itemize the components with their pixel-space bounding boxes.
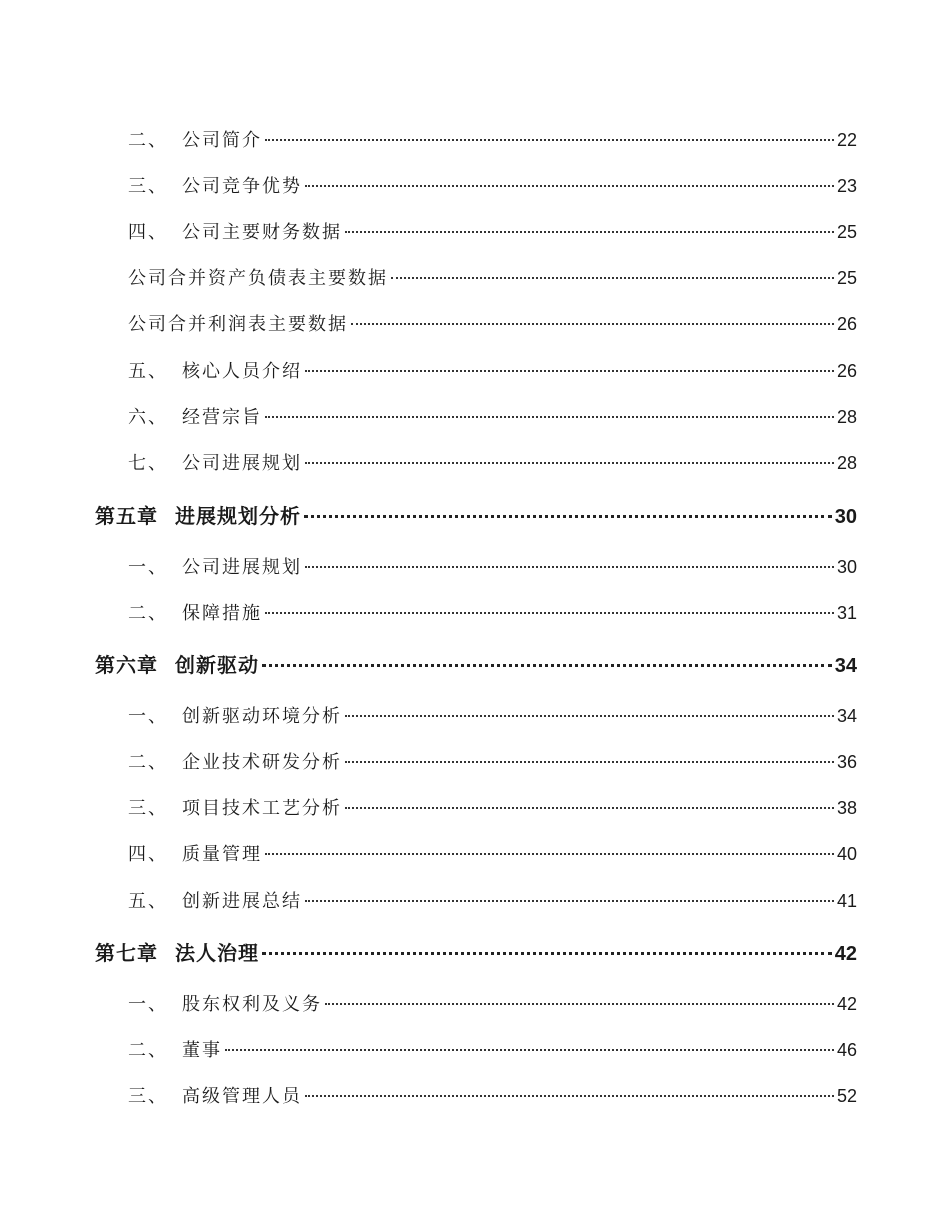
toc-entry-number: 五、 (128, 361, 168, 382)
toc-entry[interactable] (0, 218, 950, 244)
toc-entry[interactable] (0, 1036, 950, 1062)
dot-leader (345, 807, 834, 809)
toc-entry-page: 52 (836, 1086, 857, 1106)
toc-chapter-title: 进展规划分析 (175, 504, 301, 528)
dot-leader (304, 515, 832, 518)
toc-entry-number: 二、 (128, 130, 168, 151)
toc-entry[interactable] (0, 357, 950, 383)
toc-entry-title: 创新进展总结 (182, 891, 302, 912)
toc-entry[interactable] (0, 840, 950, 866)
dot-leader (305, 1095, 834, 1097)
toc-entry-page: 36 (836, 752, 857, 772)
dot-leader (345, 715, 834, 717)
dot-leader (345, 761, 834, 763)
toc-entry-number: 一、 (128, 706, 168, 727)
toc-entry[interactable] (0, 794, 950, 820)
toc-entry-title: 公司主要财务数据 (182, 222, 342, 243)
toc-entry[interactable] (0, 702, 950, 728)
toc-entry-title: 核心人员介绍 (182, 361, 302, 382)
toc-entry-page: 40 (836, 844, 857, 864)
toc-chapter-number: 第七章 (95, 941, 158, 965)
dot-leader (305, 185, 834, 187)
toc-entry-title: 公司竞争优势 (182, 176, 302, 197)
toc-entry[interactable] (0, 264, 950, 290)
toc-entry-page: 34 (836, 706, 857, 726)
toc-entry-title: 公司合并利润表主要数据 (128, 314, 348, 335)
toc-entry[interactable] (0, 990, 950, 1016)
toc-entry-number: 二、 (128, 1040, 168, 1061)
toc-entry-title: 项目技术工艺分析 (182, 798, 342, 819)
toc-entry-number: 四、 (128, 222, 168, 243)
toc-entry-number: 一、 (128, 994, 168, 1015)
toc-entry-number: 三、 (128, 176, 168, 197)
toc-entry-page: 46 (836, 1040, 857, 1060)
toc-entry-page: 41 (836, 891, 857, 911)
toc-entry-page: 26 (836, 361, 857, 381)
toc-entry-page: 28 (836, 407, 857, 427)
toc-entry-number: 四、 (128, 844, 168, 865)
toc-entry-page: 25 (836, 268, 857, 288)
toc-chapter-entry[interactable] (0, 500, 950, 529)
toc-entry-page: 30 (836, 557, 857, 577)
dot-leader (305, 370, 834, 372)
toc-entry-number: 五、 (128, 891, 168, 912)
toc-entry-title: 股东权利及义务 (182, 994, 322, 1015)
toc-entry-page: 23 (836, 176, 857, 196)
toc-entry-page: 26 (836, 314, 857, 334)
toc-entry-number: 二、 (128, 603, 168, 624)
toc-entry[interactable] (0, 1082, 950, 1108)
dot-leader (305, 900, 834, 902)
toc-entry[interactable] (0, 599, 950, 625)
toc-entry-title: 公司进展规划 (182, 557, 302, 578)
dot-leader (305, 566, 834, 568)
toc-entry-title: 企业技术研发分析 (182, 752, 342, 773)
toc-chapter-title: 法人治理 (175, 941, 259, 965)
toc-entry[interactable] (0, 172, 950, 198)
toc-entry-page: 31 (836, 603, 857, 623)
toc-entry-number: 三、 (128, 798, 168, 819)
toc-chapter-title: 创新驱动 (175, 653, 259, 677)
toc-entry-page: 42 (834, 943, 857, 965)
toc-entry-page: 25 (836, 222, 857, 242)
dot-leader (391, 277, 834, 279)
toc-entry-title: 公司进展规划 (182, 453, 302, 474)
toc-entry[interactable] (0, 310, 950, 336)
toc-entry[interactable] (0, 403, 950, 429)
toc-entry-number: 七、 (128, 453, 168, 474)
toc-entry[interactable] (0, 887, 950, 913)
dot-leader (262, 952, 832, 955)
toc-entry[interactable] (0, 553, 950, 579)
toc-chapter-entry[interactable] (0, 937, 950, 966)
toc-entry-title: 创新驱动环境分析 (182, 706, 342, 727)
dot-leader (265, 416, 834, 418)
toc-chapter-number: 第五章 (95, 504, 158, 528)
toc-entry-page: 34 (834, 655, 857, 677)
toc-entry[interactable] (0, 126, 950, 152)
toc-entry-title: 高级管理人员 (182, 1086, 302, 1107)
dot-leader (351, 323, 834, 325)
toc-entry-title: 质量管理 (182, 844, 262, 865)
toc-entry-number: 三、 (128, 1086, 168, 1107)
toc-entry-page: 22 (836, 130, 857, 150)
toc-entry-title: 经营宗旨 (182, 407, 262, 428)
toc-entry-title: 保障措施 (182, 603, 262, 624)
toc-entry-number: 二、 (128, 752, 168, 773)
toc-entry-title: 公司合并资产负债表主要数据 (128, 268, 388, 289)
dot-leader (325, 1003, 834, 1005)
toc-entry-page: 42 (836, 994, 857, 1014)
toc-chapter-number: 第六章 (95, 653, 158, 677)
dot-leader (225, 1049, 834, 1051)
toc-entry[interactable] (0, 748, 950, 774)
toc-entry-title: 董事 (182, 1040, 222, 1061)
dot-leader (265, 139, 834, 141)
toc-entry-title: 公司简介 (182, 130, 262, 151)
dot-leader (262, 664, 832, 667)
dot-leader (265, 853, 834, 855)
dot-leader (265, 612, 834, 614)
dot-leader (345, 231, 834, 233)
toc-entry-number: 六、 (128, 407, 168, 428)
toc-entry-page: 28 (836, 453, 857, 473)
dot-leader (305, 462, 834, 464)
toc-entry-page: 38 (836, 798, 857, 818)
toc-chapter-entry[interactable] (0, 649, 950, 678)
toc-entry-number: 一、 (128, 557, 168, 578)
toc-entry[interactable] (0, 449, 950, 475)
toc-entry-page: 30 (834, 506, 857, 528)
